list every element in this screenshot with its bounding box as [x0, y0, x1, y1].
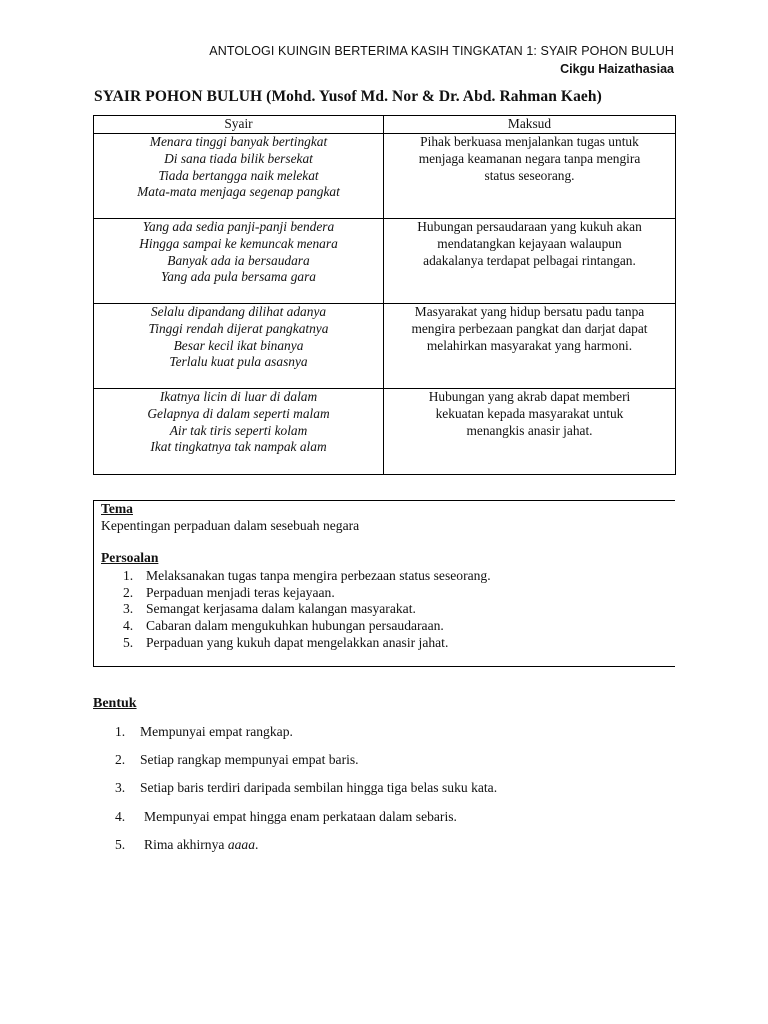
maksud-line: Hubungan yang akrab dapat memberi [428, 389, 631, 404]
syair-cell [94, 389, 384, 475]
syair-line: Mata-mata menjaga segenap pangkat [137, 184, 340, 200]
syair-line: Besar kecil ikat binanya [173, 337, 304, 353]
table-row [94, 134, 676, 219]
syair-cell [94, 304, 384, 389]
list-item-text: Setiap baris terdiri daripada sembilan hingga tiga belas suku kata. [140, 780, 498, 796]
list-item-number: 1. [115, 724, 126, 739]
syair-cell [94, 134, 384, 219]
list-item-text: Melaksanakan tugas tanpa mengira perbezaan status seseorang. [146, 568, 491, 583]
list-item-text: Cabaran dalam mengukuhkan hubungan persaudaraan. [146, 618, 444, 634]
syair-line: Tinggi rendah dijerat pangkatnya [148, 320, 329, 336]
list-item-text [144, 837, 258, 853]
syair-line: Yang ada sedia panji-panji bendera [142, 219, 335, 234]
persoalan-list [94, 568, 491, 651]
tema-text: Kepentingan perpaduan dalam sesebuah negara [101, 518, 360, 533]
syair-cell [94, 219, 384, 304]
table-row [94, 304, 676, 389]
list-item [94, 585, 491, 602]
document-title: SYAIR POHON BULUH (Mohd. Yusof Md. Nor & Dr. Abd. Rahman Kaeh) [94, 88, 602, 105]
list-item [94, 568, 491, 585]
maksud-line: menjaga keamanan negara tanpa mengira [418, 150, 641, 166]
maksud-line: melahirkan masyarakat yang harmoni. [426, 337, 633, 353]
syair-line: Selalu dipandang dilihat adanya [150, 304, 327, 319]
column-header-syair: Syair [94, 116, 384, 134]
syair-line: Gelapnya di dalam seperti malam [147, 405, 330, 421]
table-header-row [94, 116, 676, 134]
maksud-cell [384, 389, 676, 475]
syair-line: Air tak tiris seperti kolam [169, 422, 308, 438]
table-row [94, 219, 676, 304]
persoalan-heading: Persoalan [101, 550, 159, 565]
maksud-cell [384, 134, 676, 219]
list-item-text: Perpaduan menjadi teras kejayaan. [146, 584, 335, 600]
list-item-number: 2. [115, 752, 126, 768]
rima-suffix: . [255, 836, 259, 852]
list-item-number: 4. [115, 808, 126, 824]
column-header-maksud: Maksud [384, 116, 676, 134]
syair-line: Ikatnya licin di luar di dalam [159, 389, 318, 404]
header-title: ANTOLOGI KUINGIN BERTERIMA KASIH TINGKATAN 1: SYAIR POHON BULUH [209, 44, 674, 58]
maksud-line: menangkis anasir jahat. [466, 422, 593, 438]
rima-prefix: Rima akhirnya [144, 836, 228, 852]
list-item-text: Mempunyai empat rangkap. [140, 724, 293, 739]
list-item [94, 601, 491, 618]
maksud-cell [384, 304, 676, 389]
rima-pattern: aaaa [227, 836, 255, 852]
list-item-number: 5. [115, 836, 126, 852]
list-item-number: 5. [123, 634, 134, 650]
bentuk-heading: Bentuk [93, 696, 137, 711]
list-item-number: 3. [115, 780, 126, 796]
list-item-text: Setiap rangkap mempunyai empat baris. [140, 752, 359, 768]
list-item-text: Mempunyai empat hingga enam perkataan dalam sebaris. [144, 808, 457, 824]
tema-persoalan-box [93, 500, 675, 667]
syair-line: Banyak ada ia bersaudara [167, 252, 310, 268]
syair-line: Tiada bertangga naik melekat [158, 167, 319, 183]
maksud-line: Pihak berkuasa menjalankan tugas untuk [420, 134, 639, 149]
syair-line: Terlalu kuat pula asasnya [169, 354, 308, 370]
list-item-text: Semangat kerjasama dalam kalangan masyarakat. [146, 601, 416, 617]
list-item-text: Perpaduan yang kukuh dapat mengelakkan anasir jahat. [146, 634, 449, 650]
list-item [94, 635, 491, 652]
syair-maksud-table [93, 115, 676, 475]
syair-line: Di sana tiada bilik bersekat [164, 150, 313, 166]
maksud-cell [384, 219, 676, 304]
syair-line: Yang ada pula bersama gara [160, 269, 316, 285]
maksud-line: mengira perbezaan pangkat dan darjat dapat [411, 320, 648, 336]
header-author: Cikgu Haizathasiaa [560, 62, 674, 76]
maksud-line: adakalanya terdapat pelbagai rintangan. [423, 252, 636, 268]
tema-heading: Tema [101, 501, 133, 516]
maksud-line: Hubungan persaudaraan yang kukuh akan [417, 219, 642, 234]
list-item-number: 2. [123, 584, 134, 600]
table-row [94, 389, 676, 475]
maksud-line: status seseorang. [484, 167, 575, 183]
list-item-number: 4. [123, 618, 134, 634]
syair-line: Menara tinggi banyak bertingkat [149, 134, 328, 149]
maksud-line: kekuatan kepada masyarakat untuk [435, 405, 624, 421]
list-item-number: 1. [123, 568, 134, 583]
list-item-number: 3. [123, 601, 134, 617]
maksud-line: mendatangkan kejayaan walaupun [437, 235, 622, 251]
syair-line: Hingga sampai ke kemuncak menara [139, 235, 338, 251]
syair-line: Ikat tingkatnya tak nampak alam [150, 439, 327, 455]
list-item [94, 618, 491, 635]
maksud-line: Masyarakat yang hidup bersatu padu tanpa [414, 304, 645, 319]
